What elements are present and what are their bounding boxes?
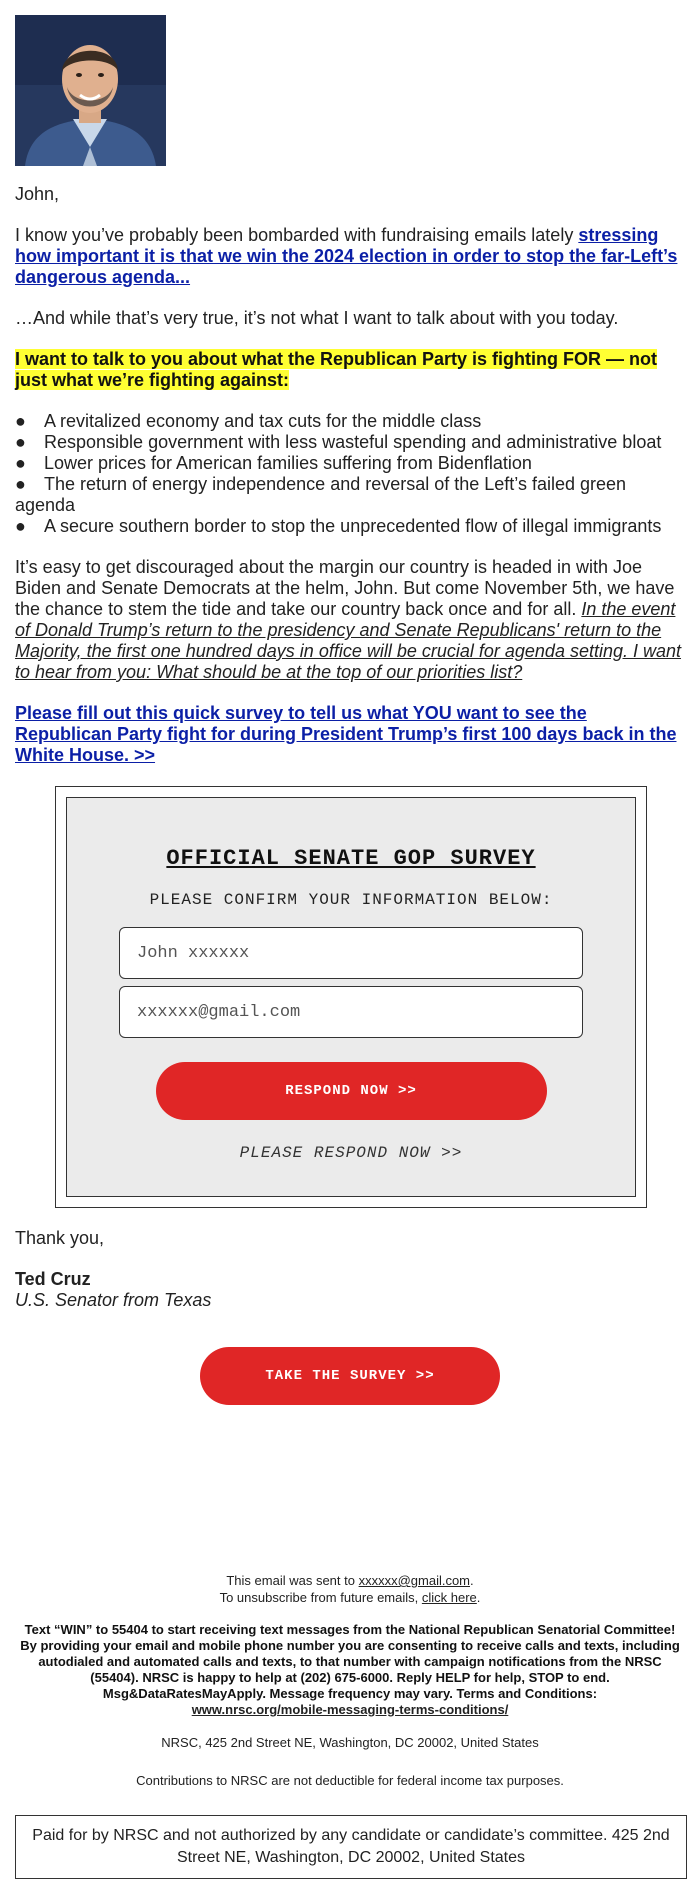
take-survey-button[interactable]: TAKE THE SURVEY >> <box>200 1347 500 1405</box>
list-item: ● Lower prices for American families suffering from Bidenflation <box>15 453 532 473</box>
agenda-link[interactable]: stressing how important it is that we win the 2024 election in order to stop the far-Left’s dangerous agenda... <box>15 225 678 287</box>
email-field[interactable]: xxxxxx@gmail.com <box>119 986 583 1038</box>
sender-portrait <box>15 15 166 166</box>
paid-for-disclaimer: Paid for by NRSC and not authorized by any candidate or candidate’s committee. 425 2nd Street NE, Washington, DC 20002, United States <box>15 1815 687 1879</box>
mailing-address: NRSC, 425 2nd Street NE, Washington, DC 20002, United States <box>161 1735 539 1750</box>
respond-now-note[interactable]: PLEASE RESPOND NOW >> <box>239 1144 463 1162</box>
tax-disclaimer: Contributions to NRSC are not deductible for federal income tax purposes. <box>136 1773 564 1788</box>
sent-to-line: This email was sent to xxxxxx@gmail.com. <box>226 1573 474 1588</box>
survey-link[interactable]: Please fill out this quick survey to tell us what YOU want to see the Republican Party fight for during President Trump’s first 100 days back in the White House. >> <box>15 703 677 765</box>
bullet-icon: ● <box>15 411 26 431</box>
survey-link-paragraph <box>15 703 685 766</box>
unsubscribe-line: To unsubscribe from future emails, click here. <box>219 1590 481 1605</box>
terms-link[interactable]: www.nrsc.org/mobile-messaging-terms-conditions/ <box>191 1702 509 1717</box>
list-item: ● The return of energy independence and reversal of the Left’s failed green agenda <box>15 474 627 515</box>
closing: Thank you, <box>15 1228 105 1248</box>
bullet-icon: ● <box>15 516 26 536</box>
priorities-list <box>15 411 685 537</box>
third-paragraph: It’s easy to get discouraged about the margin our country is headed in with Joe Biden and Senate Democrats at the helm, John. But come November 5th, we have the chance to stem the tide and take our country back once and for all. In the event of Donald Trump’s return to the presidency and Senate Republicans' return to the Majority, the first one hundred days in office will be crucial for agenda setting. I want to hear from you: What should be at the top of our priorities list? <box>15 557 682 682</box>
email-footer <box>15 1572 685 1879</box>
survey-panel <box>66 797 636 1197</box>
sms-legal-text: Text “WIN” to 55404 to start receiving text messages from the National Republican Senatorial Committee! By providing your email and mobile phone number you are consenting to receive calls and texts, including autodialed and automated calls and texts, to that number with campaign notifications from the NRSC (55404). NRSC is happy to help at (202) 675-6000. Reply HELP for help, STOP to end. Msg&DataRatesMayApply. Message frequency may vary. Terms and Conditions: www.nrsc.org/mobile-messaging-terms-conditions/ <box>20 1622 680 1717</box>
survey-title: OFFICIAL SENATE GOP SURVEY <box>166 846 536 871</box>
respond-now-button[interactable]: RESPOND NOW >> <box>156 1062 547 1120</box>
second-paragraph: …And while that’s very true, it’s not what I want to talk about with you today. <box>15 308 619 328</box>
highlighted-text: I want to talk to you about what the Republican Party is fighting FOR — not just what we’re fighting against: <box>15 349 658 390</box>
list-item: ● A secure southern border to stop the unprecedented flow of illegal immigrants <box>15 516 662 536</box>
highlight-paragraph <box>15 349 685 391</box>
signature-name: Ted Cruz <box>15 1269 91 1289</box>
signature-title: U.S. Senator from Texas <box>15 1290 212 1310</box>
list-item: ● Responsible government with less wasteful spending and administrative bloat <box>15 432 662 452</box>
survey-subtitle: PLEASE CONFIRM YOUR INFORMATION BELOW: <box>149 891 553 909</box>
bullet-icon: ● <box>15 474 26 494</box>
bullet-icon: ● <box>15 453 26 473</box>
recipient-email-link[interactable]: xxxxxx@gmail.com <box>358 1573 471 1588</box>
name-field[interactable]: John xxxxxx <box>119 927 583 979</box>
intro-text: I know you’ve probably been bombarded with fundraising emails lately <box>15 225 579 245</box>
unsubscribe-link[interactable]: click here <box>421 1590 477 1605</box>
survey-box[interactable] <box>55 786 647 1208</box>
intro-paragraph <box>15 225 685 288</box>
italic-question: In the event of Donald Trump’s return to the presidency and Senate Republicans' return to the Majority, the first one hundred days in office will be crucial for agenda setting. I want to hear from you: What should be at the top of our priorities list? <box>15 599 682 682</box>
list-item: ● A revitalized economy and tax cuts for the middle class <box>15 411 482 431</box>
bullet-icon: ● <box>15 432 26 452</box>
salutation: John, <box>15 184 60 204</box>
